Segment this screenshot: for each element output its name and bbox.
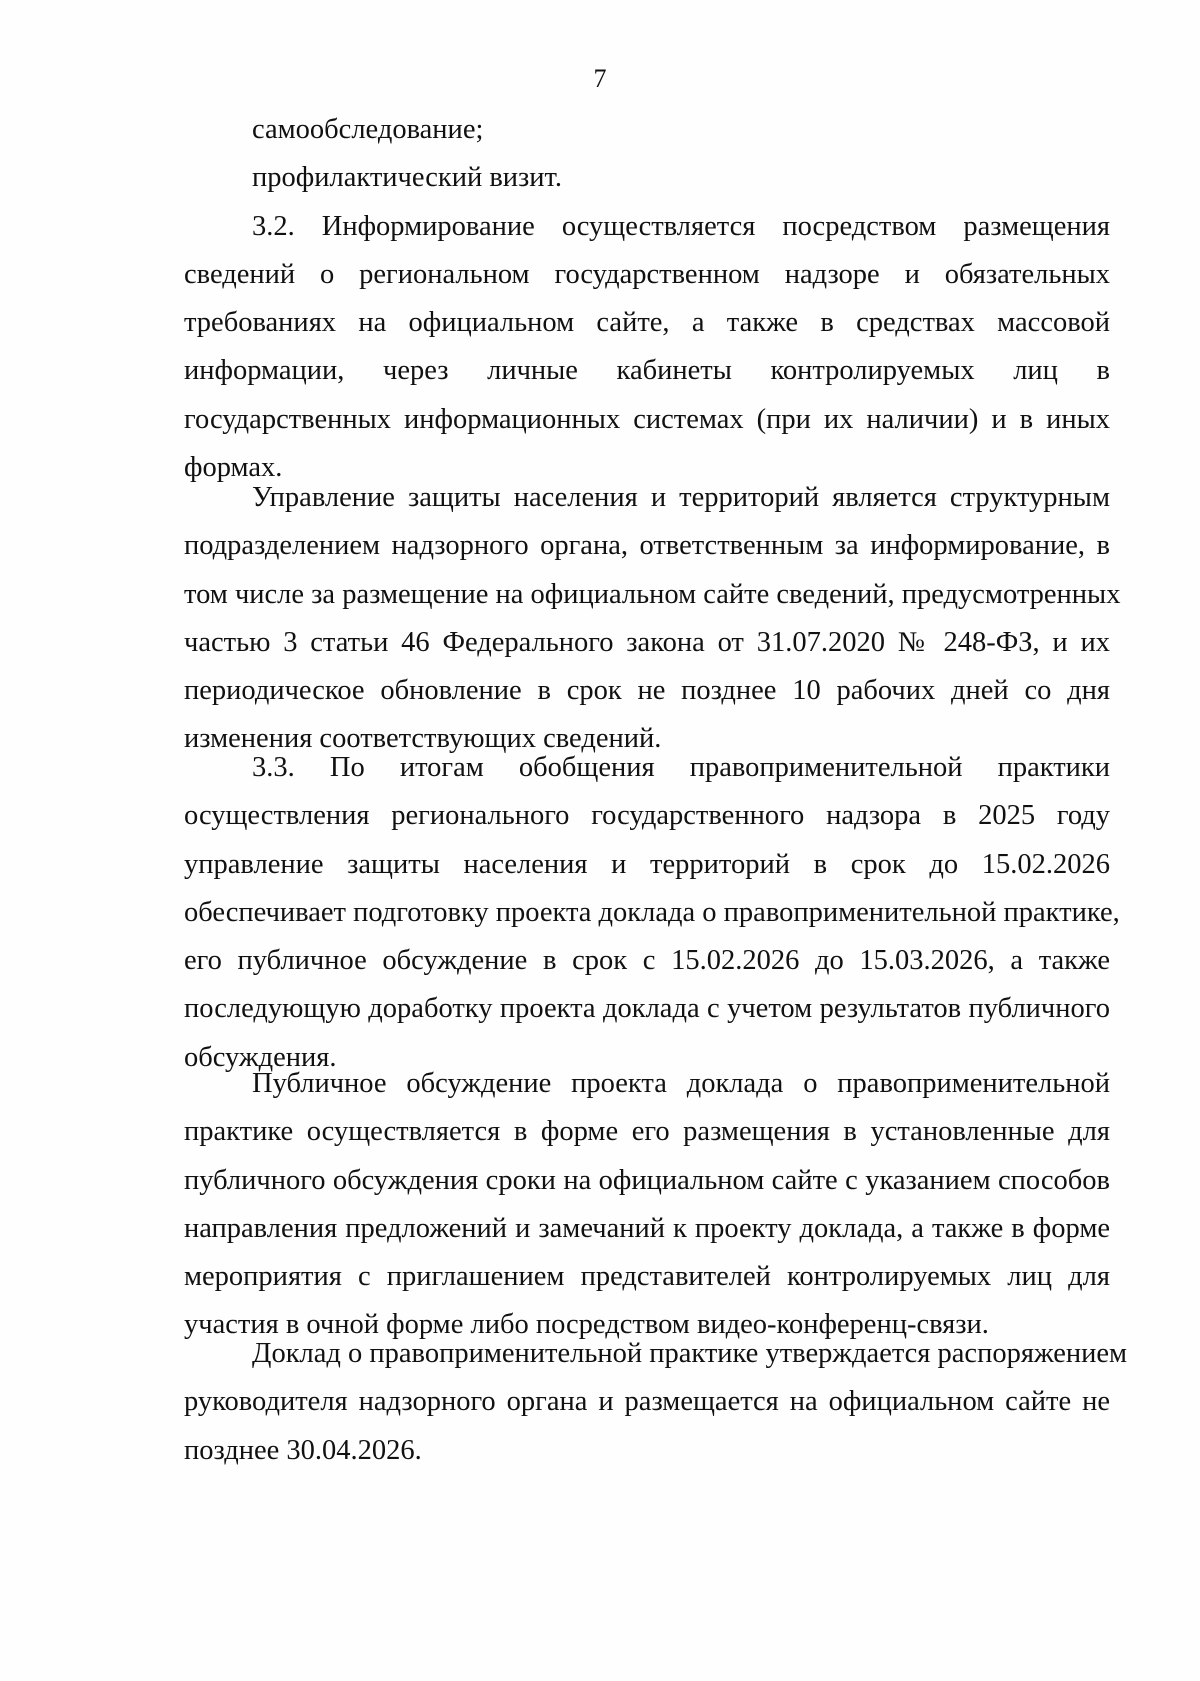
text-block-public-discussion bbox=[184, 1060, 1110, 1350]
paragraph-line: Публичное обсуждение проекта доклада о правоприменительной bbox=[252, 1068, 1110, 1099]
paragraph-line: сведений о региональном государственном надзоре и обязательных bbox=[184, 258, 1110, 290]
paragraph-line: частью 3 статьи 46 Федерального закона от 31.07.2020 № 248-ФЗ, и их bbox=[184, 626, 1110, 658]
paragraph-line: практике осуществляется в форме его размещения в установленные для bbox=[184, 1116, 1110, 1148]
paragraph-line: формах. bbox=[184, 452, 283, 484]
paragraph-line: изменения соответствующих сведений. bbox=[184, 723, 662, 755]
paragraph-line: Доклад о правоприменительной практике утверждается распоряжением bbox=[252, 1338, 1128, 1369]
list-item-self-examination: самообследование; bbox=[252, 114, 484, 145]
page-number: 7 bbox=[593, 64, 607, 93]
paragraph-line: последующую доработку проекта доклада с учетом результатов публичного bbox=[184, 993, 1110, 1025]
paragraph-line: обеспечивает подготовку проекта доклада о правоприменительной практике, bbox=[184, 896, 1120, 928]
paragraph-line: мероприятия с приглашением представителей контролируемых лиц для bbox=[184, 1261, 1110, 1293]
paragraph-line: периодическое обновление в срок не позднее 10 рабочих дней со дня bbox=[184, 675, 1110, 707]
paragraph-line: его публичное обсуждение в срок с 15.02.2026 до 15.03.2026, а также bbox=[184, 945, 1110, 977]
paragraph-line: 3.2. Информирование осуществляется посредством размещения bbox=[252, 210, 1110, 242]
paragraph-line: осуществления регионального государственного надзора в 2025 году bbox=[184, 800, 1110, 832]
list-item-preventive-visit: профилактический визит. bbox=[252, 162, 562, 194]
paragraph-line: направления предложений и замечаний к проекту доклада, а также в форме bbox=[184, 1212, 1110, 1244]
text-block-3-3 bbox=[184, 744, 1120, 1082]
paragraph-line: информации, через личные кабинеты контролируемых лиц в bbox=[184, 355, 1110, 387]
paragraph-line: 3.3. По итогам обобщения правоприменительной практики bbox=[252, 752, 1110, 783]
paragraph-line: руководителя надзорного органа и размещается на официальном сайте не bbox=[184, 1386, 1110, 1418]
paragraph-line: подразделением надзорного органа, ответственным за информирование, в bbox=[184, 530, 1110, 562]
paragraph-line: государственных информационных системах (при их наличии) и в иных bbox=[184, 403, 1110, 435]
paragraph-line: участия в очной форме либо посредством видео-конференц-связи. bbox=[184, 1309, 989, 1341]
paragraph-line: обсуждения. bbox=[184, 1041, 337, 1073]
text-block-3-2 bbox=[184, 106, 1110, 492]
paragraph-line: управление защиты населения и территорий в срок до 15.02.2026 bbox=[184, 848, 1110, 880]
paragraph-line: позднее 30.04.2026. bbox=[184, 1434, 422, 1466]
paragraph-line: том числе за размещение на официальном сайте сведений, предусмотренных bbox=[184, 578, 1121, 610]
text-block-report bbox=[184, 1330, 1128, 1475]
text-block-department bbox=[184, 474, 1121, 764]
paragraph-line: Управление защиты населения и территорий является структурным bbox=[252, 482, 1110, 513]
paragraph-line: требованиях на официальном сайте, а также в средствах массовой bbox=[184, 307, 1110, 339]
paragraph-line: публичного обсуждения сроки на официальном сайте с указанием способов bbox=[184, 1164, 1110, 1196]
